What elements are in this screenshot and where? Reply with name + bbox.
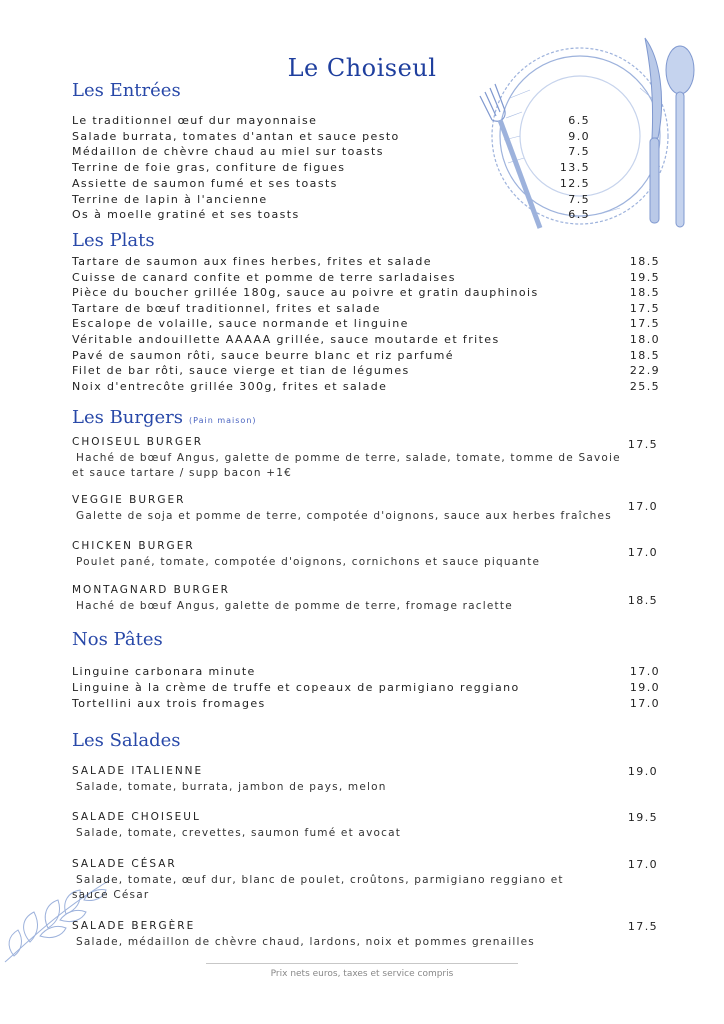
burger-name: VEGGIE BURGER bbox=[72, 494, 186, 506]
page-title: Le Choiseul bbox=[287, 54, 437, 82]
menu-item-name: Escalope de volaille, sauce normande et linguine bbox=[72, 317, 409, 331]
section-heading-salades: Les Salades bbox=[72, 730, 181, 751]
burger-description: Poulet pané, tomate, compotée d'oignons, cornichons et sauce piquante bbox=[76, 556, 541, 568]
burgers-note: (Pain maison) bbox=[189, 416, 257, 425]
salad-price: 19.0 bbox=[627, 765, 658, 778]
menu-item-name: Linguine à la crème de truffe et copeaux de parmigiano reggiano bbox=[72, 680, 520, 694]
menu-item-name: Linguine carbonara minute bbox=[72, 665, 256, 678]
salad-name: SALADE BERGÈRE bbox=[72, 920, 196, 932]
burger-description: Haché de bœuf Angus, galette de pomme de terre, fromage raclette bbox=[76, 600, 513, 612]
burger-price: 18.5 bbox=[627, 594, 658, 607]
burger-price: 17.0 bbox=[627, 546, 658, 559]
menu-item-price: 6.5 bbox=[568, 208, 590, 222]
section-heading-entrees: Les Entrées bbox=[72, 80, 181, 101]
menu-item-price: 18.5 bbox=[629, 255, 660, 268]
salad-price: 19.5 bbox=[627, 811, 658, 824]
menu-item-price: 22.9 bbox=[629, 364, 660, 378]
menu-item-price: 17.0 bbox=[629, 696, 660, 710]
menu-item-name: Tartare de bœuf traditionnel, frites et salade bbox=[72, 301, 381, 315]
menu-item-price: 18.5 bbox=[629, 348, 660, 362]
menu-item-name: Os à moelle gratiné et ses toasts bbox=[72, 208, 300, 222]
burger-name: CHICKEN BURGER bbox=[72, 540, 195, 552]
menu-item-price: 7.5 bbox=[568, 145, 590, 159]
salad-description: Salade, tomate, œuf dur, blanc de poulet, croûtons, parmigiano reggiano et bbox=[76, 874, 564, 886]
salad-description: Salade, médaillon de chèvre chaud, lardons, noix et pommes grenailles bbox=[76, 936, 535, 948]
menu-item-name: Terrine de foie gras, confiture de figues bbox=[72, 161, 346, 175]
burger-name: MONTAGNARD BURGER bbox=[72, 584, 230, 596]
menu-item-name: Pièce du boucher grillée 180g, sauce au poivre et gratin dauphinois bbox=[72, 286, 539, 300]
burgers-heading-label: Les Burgers bbox=[72, 407, 184, 428]
menu-item-name: Cuisse de canard confite et pomme de terre sarladaises bbox=[72, 270, 456, 284]
burger-description: Haché de bœuf Angus, galette de pomme de terre, salade, tomate, tomme de Savoie bbox=[76, 452, 621, 464]
menu-item-name: Tartare de saumon aux fines herbes, frites et salade bbox=[72, 255, 432, 268]
menu-item-name: Noix d'entrecôte grillée 300g, frites et salade bbox=[72, 379, 388, 393]
menu-item-name: Le traditionnel œuf dur mayonnaise bbox=[72, 114, 318, 127]
salad-name: SALADE ITALIENNE bbox=[72, 765, 204, 777]
footer-note: Prix nets euros, taxes et service compris bbox=[270, 969, 454, 979]
burger-description-cont: et sauce tartare / supp bacon +1€ bbox=[72, 467, 293, 479]
menu-item-name: Assiette de saumon fumé et ses toasts bbox=[72, 176, 338, 190]
menu-item-name: Terrine de lapin à l'ancienne bbox=[72, 192, 268, 206]
menu-item-price: 7.5 bbox=[568, 192, 590, 206]
menu-item-price: 9.0 bbox=[568, 129, 590, 143]
section-heading-burgers bbox=[72, 407, 257, 428]
salad-description: Salade, tomate, crevettes, saumon fumé et avocat bbox=[76, 827, 402, 839]
menu-item-name: Pavé de saumon rôti, sauce beurre blanc et riz parfumé bbox=[72, 348, 454, 362]
menu-item-name: Salade burrata, tomates d'antan et sauce pesto bbox=[72, 129, 400, 143]
salad-name: SALADE CÉSAR bbox=[72, 858, 177, 870]
salad-price: 17.0 bbox=[627, 858, 658, 871]
menu-item-name: Véritable andouillette AAAAA grillée, sauce moutarde et frites bbox=[72, 333, 500, 346]
burger-description: Galette de soja et pomme de terre, compotée d'oignons, sauce aux herbes fraîches bbox=[76, 510, 612, 522]
burger-price: 17.0 bbox=[627, 500, 658, 513]
salad-name: SALADE CHOISEUL bbox=[72, 811, 201, 823]
menu-item-price: 18.5 bbox=[629, 286, 660, 300]
menu-item-price: 19.5 bbox=[629, 270, 660, 284]
menu-item-price: 6.5 bbox=[568, 114, 590, 127]
salad-description-cont: sauce César bbox=[72, 889, 150, 901]
menu-item-price: 13.5 bbox=[559, 161, 590, 175]
burger-price: 17.5 bbox=[627, 438, 658, 451]
menu-item-price: 17.5 bbox=[629, 301, 660, 315]
salad-price: 17.5 bbox=[627, 920, 658, 933]
menu-item-price: 19.0 bbox=[629, 680, 660, 694]
menu-item-price: 17.5 bbox=[629, 317, 660, 331]
menu-item-price: 25.5 bbox=[629, 379, 660, 393]
footer-divider bbox=[206, 963, 518, 964]
menu-item-price: 18.0 bbox=[629, 333, 660, 346]
section-heading-plats: Les Plats bbox=[72, 230, 155, 251]
menu-item-price: 12.5 bbox=[559, 176, 590, 190]
menu-item-price: 17.0 bbox=[629, 665, 660, 678]
menu-item-name: Tortellini aux trois fromages bbox=[72, 696, 266, 710]
burger-name: CHOISEUL BURGER bbox=[72, 436, 204, 448]
menu-item-name: Filet de bar rôti, sauce vierge et tian de légumes bbox=[72, 364, 410, 378]
menu-item-name: Médaillon de chèvre chaud au miel sur toasts bbox=[72, 145, 384, 159]
section-heading-pates: Nos Pâtes bbox=[72, 629, 163, 650]
salad-description: Salade, tomate, burrata, jambon de pays, melon bbox=[76, 781, 387, 793]
